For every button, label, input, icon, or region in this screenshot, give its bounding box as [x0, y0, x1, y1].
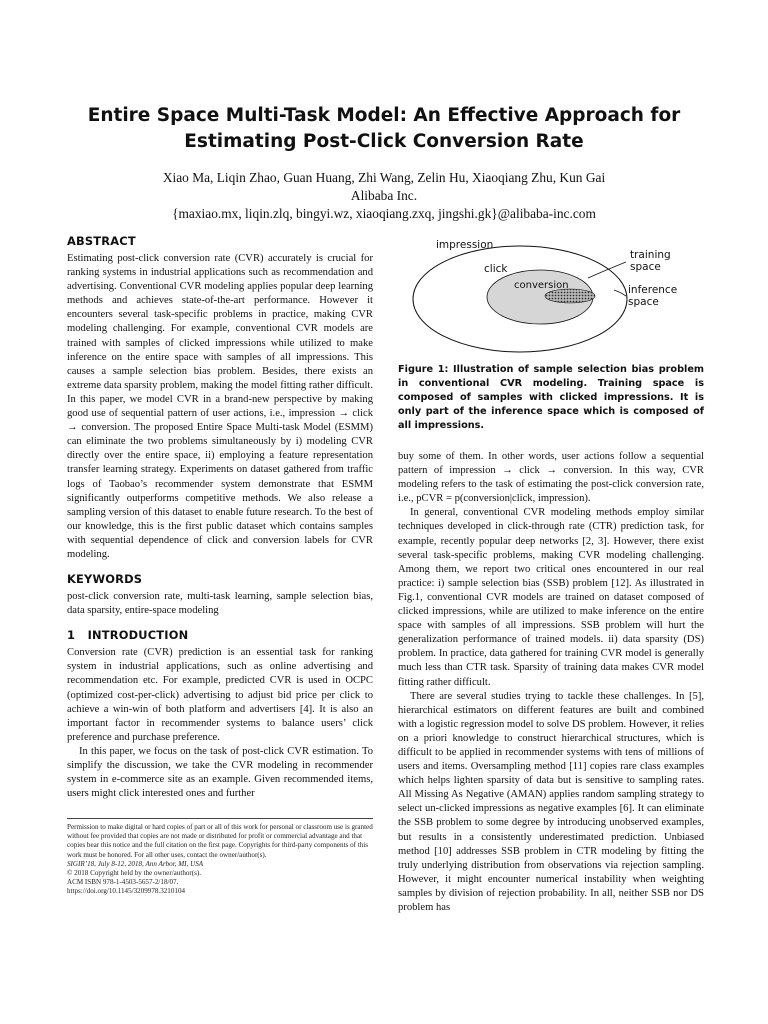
paper-title — [60, 103, 708, 155]
author-emails: {maxiao.mx, liqin.zlq, bingyi.wz, xiaoqiang.zxq, jingshi.gk}@alibaba-inc.com — [172, 206, 596, 221]
figure-label-training: training — [630, 249, 671, 261]
space-diagram — [398, 234, 704, 360]
right-paragraph-3: There are several studies trying to tackle these challenges. In [5], hierarchical estimators on different features are built and combined with a logistic regression model to solve DS problem. However, it relies on a priori knowledge to construct hierarchical structures, which is difficult to be applied in recommender systems with tens of millions of users and items. Oversampling method [11] copies rare class examples which helps lighten sparsity of data but is sensitive to sampling rates. All Missing As Negative (AMAN) applies random sampling strategy to select un-clicked impressions as negative examples [6]. It can eliminate the SSB problem to some degree by introducing unobserved examples, but results in a consistently underestimated prediction. Unbiased method [10] addresses SSB problem in CTR modeling by fitting the truly underlying distribution from observations via rejection sampling. However, it might encounter numerical instability when weighting samples by division of rejection probability. In all, neither SSB nor DS problem has — [398, 690, 704, 913]
figure-1 — [398, 234, 704, 360]
abstract-heading: ABSTRACT — [67, 234, 136, 248]
author-list: Xiao Ma, Liqin Zhao, Guan Huang, Zhi Wang, Zelin Hu, Xiaoqiang Zhu, Kun Gai — [162, 170, 606, 185]
right-paragraph-2: In general, conventional CVR modeling methods employ similar techniques developed in click-through rate (CTR) prediction task, for example, recently popular deep networks [2, 3]. However, there exist several task-specific problems, making CVR modeling challenging. Among them, we report two critical ones encountered in our real practice: i) sample selection bias (SSB) problem [12]. As illustrated in Fig.1, conventional CVR models are trained on dataset composed of clicked impressions, while are utilized to make inference on the entire space with samples of all impressions. SSB problem will hurt the generalization performance of trained models. ii) data sparsity (DS) problem. In practice, data gathered for training CVR model is generally much less than CTR task. Sparsity of training data makes CVR model fitting rather difficult. — [398, 507, 704, 688]
figure-1-caption: Figure 1: Illustration of sample selection bias problem in conventional CVR modeling. Training space is composed of samples with clicked impressions. It is only part of the inference space which is composed of all impressions. — [398, 364, 704, 432]
figure-label-conversion: conversion — [514, 280, 569, 291]
conversion-space-ellipse — [545, 289, 595, 303]
footnote-permission: Permission to make digital or hard copies of part or all of this work for personal or classroom use is granted without fee provided that copies are not made or distributed for profit or commercial advantage and that copies bear this notice and the full citation on the first page. Copyrights for third-party components of this work must be honored. For all other uses, contact the owner/author(s). — [67, 823, 373, 859]
left-column — [67, 234, 373, 801]
figure-label-impression: impression — [436, 239, 494, 251]
figure-label-inference: inference — [628, 284, 678, 296]
affiliation: Alibaba Inc. — [350, 188, 418, 203]
footnote-isbn: ACM ISBN 978-1-4503-5657-2/18/07. — [67, 878, 179, 887]
figure-label-training-space: space — [630, 261, 661, 273]
figure-label-click: click — [484, 263, 508, 275]
figure-label-inference-space: space — [628, 296, 659, 308]
copyright-footnote — [67, 818, 373, 897]
keywords-text: post-click conversion rate, multi-task learning, sample selection bias, data sparsity, entire-space modeling — [67, 591, 373, 617]
title-line-2: Estimating Post-Click Conversion Rate — [184, 131, 584, 152]
abstract-text: Estimating post-click conversion rate (CVR) accurately is crucial for ranking systems in industrial applications such as recommendation and advertising. Conventional CVR modeling applies popular deep learning methods and achieves state-of-the-art performance. However it encounters several task-specific problems in practice, making CVR modeling challenging. For example, conventional CVR models are trained with samples of clicked impressions while utilized to make inference on the entire space with samples of all impressions. This causes a sample selection bias problem. Besides, there exists an extreme data sparsity problem, making the model fitting rather difficult. In this paper, we model CVR in a brand-new perspective by making good use of sequential pattern of user actions, i.e., impression → click → conversion. The proposed Entire Space Multi-task Model (ESMM) can eliminate the two problems simultaneously by i) modeling CVR directly over the entire space, ii) employing a feature representation transfer learning strategy. Experiments on dataset gathered from traffic logs of Taobao’s recommender system demonstrate that ESMM significantly outperforms competitive methods. We also release a sampling version of this dataset to enable future research. To the best of our knowledge, this is the first public dataset which contains samples with sequential dependence of click and conversion labels for CVR modeling. — [67, 253, 373, 560]
intro-paragraph-2: In this paper, we focus on the task of post-click CVR estimation. To simplify the discussion, we take the CVR modeling in recommender system in e-commerce site as an example. Given recommended items, users might click interested ones and further — [67, 745, 373, 800]
footnote-conference: SIGIR’18, July 8-12, 2018, Ann Arbor, MI, USA — [67, 859, 204, 868]
introduction-heading: 1 INTRODUCTION — [67, 628, 189, 643]
intro-paragraph-1: Conversion rate (CVR) prediction is an essential task for ranking system in industrial applications, such as online advertising and recommendation etc. For example, predicted CVR is used in OCPC (optimized cost-per-click) advertising to adjust bid price per click to achieve a win-win of both platform and advertisers [4]. It is also an important factor in recommender systems to balance users’ click preference and purchase preference. — [67, 647, 373, 743]
right-paragraph-1: buy some of them. In other words, user actions follow a sequential pattern of impression → click → conversion. In this way, CVR modeling refers to the task of estimating the post-click conversion rate, i.e., pCVR = p(conversion|click, impression). — [398, 451, 704, 505]
footnote-doi: https://doi.org/10.1145/3209978.3210104 — [67, 887, 186, 896]
right-column — [398, 450, 704, 915]
footnote-copyright: © 2018 Copyright held by the owner/author(s). — [67, 869, 202, 878]
title-line-1: Entire Space Multi-Task Model: An Effective Approach for — [87, 105, 681, 126]
keywords-heading: KEYWORDS — [67, 572, 143, 587]
